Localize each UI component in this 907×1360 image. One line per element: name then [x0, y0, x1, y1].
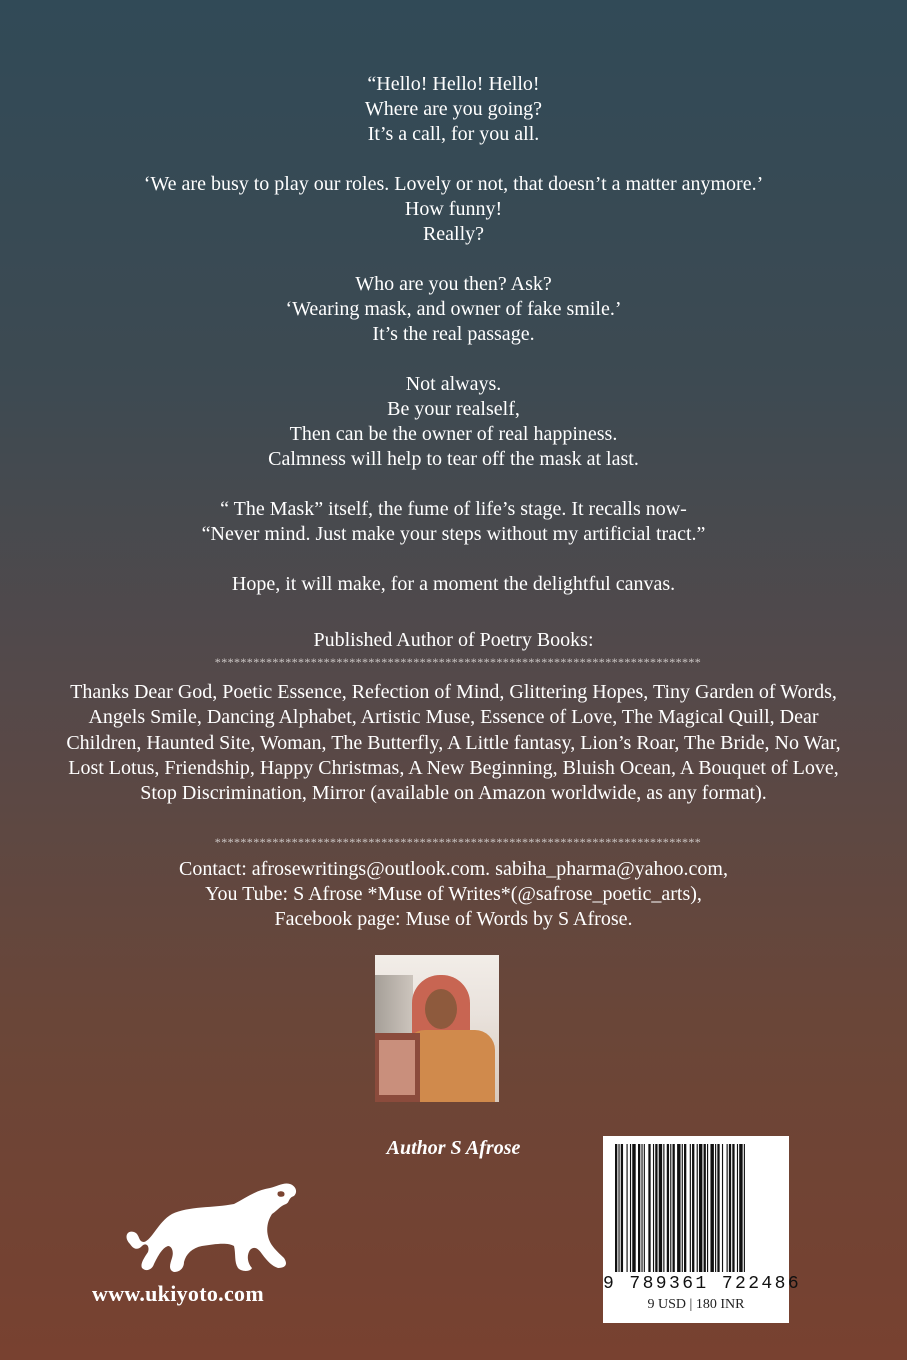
poem-line: “Hello! Hello! Hello! [367, 73, 540, 95]
barcode-price: 9 USD | 180 INR [647, 1297, 745, 1312]
separator-top: **************************************************************************** [214, 655, 702, 669]
contact-youtube: You Tube: S Afrose *Muse of Writes*(@safrose_poetic_arts), [205, 883, 702, 905]
books-heading: Published Author of Poetry Books: [313, 629, 594, 651]
poem-line: ‘Wearing mask, and owner of fake smile.’ [285, 298, 622, 320]
books-list: Thanks Dear God, Poetic Essence, Refection of Mind, Glittering Hopes, Tiny Garden of Words, Angels Smile, Dancing Alphabet, Artistic Muse, Essence of Love, The Magical Quill, Dear Children, Haunted Site, Woman, The Butterfly, A Little fantasy, Lion’s Roar, The Bride, No War, Lost Lotus, Friendship, Happy Christmas, A New Beginning, Bluish Ocean, A Bouquet of Love, Stop Discrimination, Mirror (available on Amazon worldwide, as any format). [66, 681, 841, 805]
poem-line: Where are you going? [364, 98, 543, 120]
poem-stanza [0, 172, 907, 247]
author-photo [375, 955, 499, 1102]
poem-line: ‘We are busy to play our roles. Lovely or not, that doesn’t a matter anymore.’ [143, 173, 764, 195]
poem-line: How funny! [404, 198, 503, 220]
poem-line: It’s the real passage. [372, 323, 535, 345]
poem-line: “Never mind. Just make your steps without my artificial tract.” [201, 523, 706, 545]
poem-line: Who are you then? Ask? [355, 273, 552, 295]
separator-bottom: **************************************************************************** [214, 835, 702, 849]
poem-line: Not always. [405, 373, 502, 395]
isbn-barcode [603, 1136, 802, 1323]
contact-email: Contact: afrosewritings@outlook.com. sabiha_pharma@yahoo.com, [179, 858, 728, 880]
poem-stanza [0, 272, 907, 347]
poem-line: “ The Mask” itself, the fume of life’s stage. It recalls now- [220, 498, 687, 520]
contact-facebook: Facebook page: Muse of Words by S Afrose. [274, 908, 633, 930]
poem-line: Be your realself, [387, 398, 520, 420]
poem-stanza [0, 572, 907, 597]
poem-line: Hope, it will make, for a moment the delightful canvas. [231, 573, 676, 595]
barcode-bars [611, 1144, 781, 1274]
author-caption: Author S Afrose [386, 1137, 521, 1159]
lion-logo-icon [118, 1180, 300, 1276]
poem [0, 72, 907, 622]
barcode-digits: 9 789361 722486 [603, 1274, 802, 1294]
poem-stanza [0, 372, 907, 472]
poem-stanza [0, 72, 907, 147]
contact-block [0, 857, 907, 932]
poem-stanza [0, 497, 907, 547]
poem-line: Then can be the owner of real happiness. [289, 423, 618, 445]
poem-line: Really? [422, 223, 485, 245]
poem-line: It’s a call, for you all. [367, 123, 540, 145]
publisher-website[interactable]: www.ukiyoto.com [92, 1281, 264, 1306]
poem-line: Calmness will help to tear off the mask at last. [268, 448, 639, 470]
